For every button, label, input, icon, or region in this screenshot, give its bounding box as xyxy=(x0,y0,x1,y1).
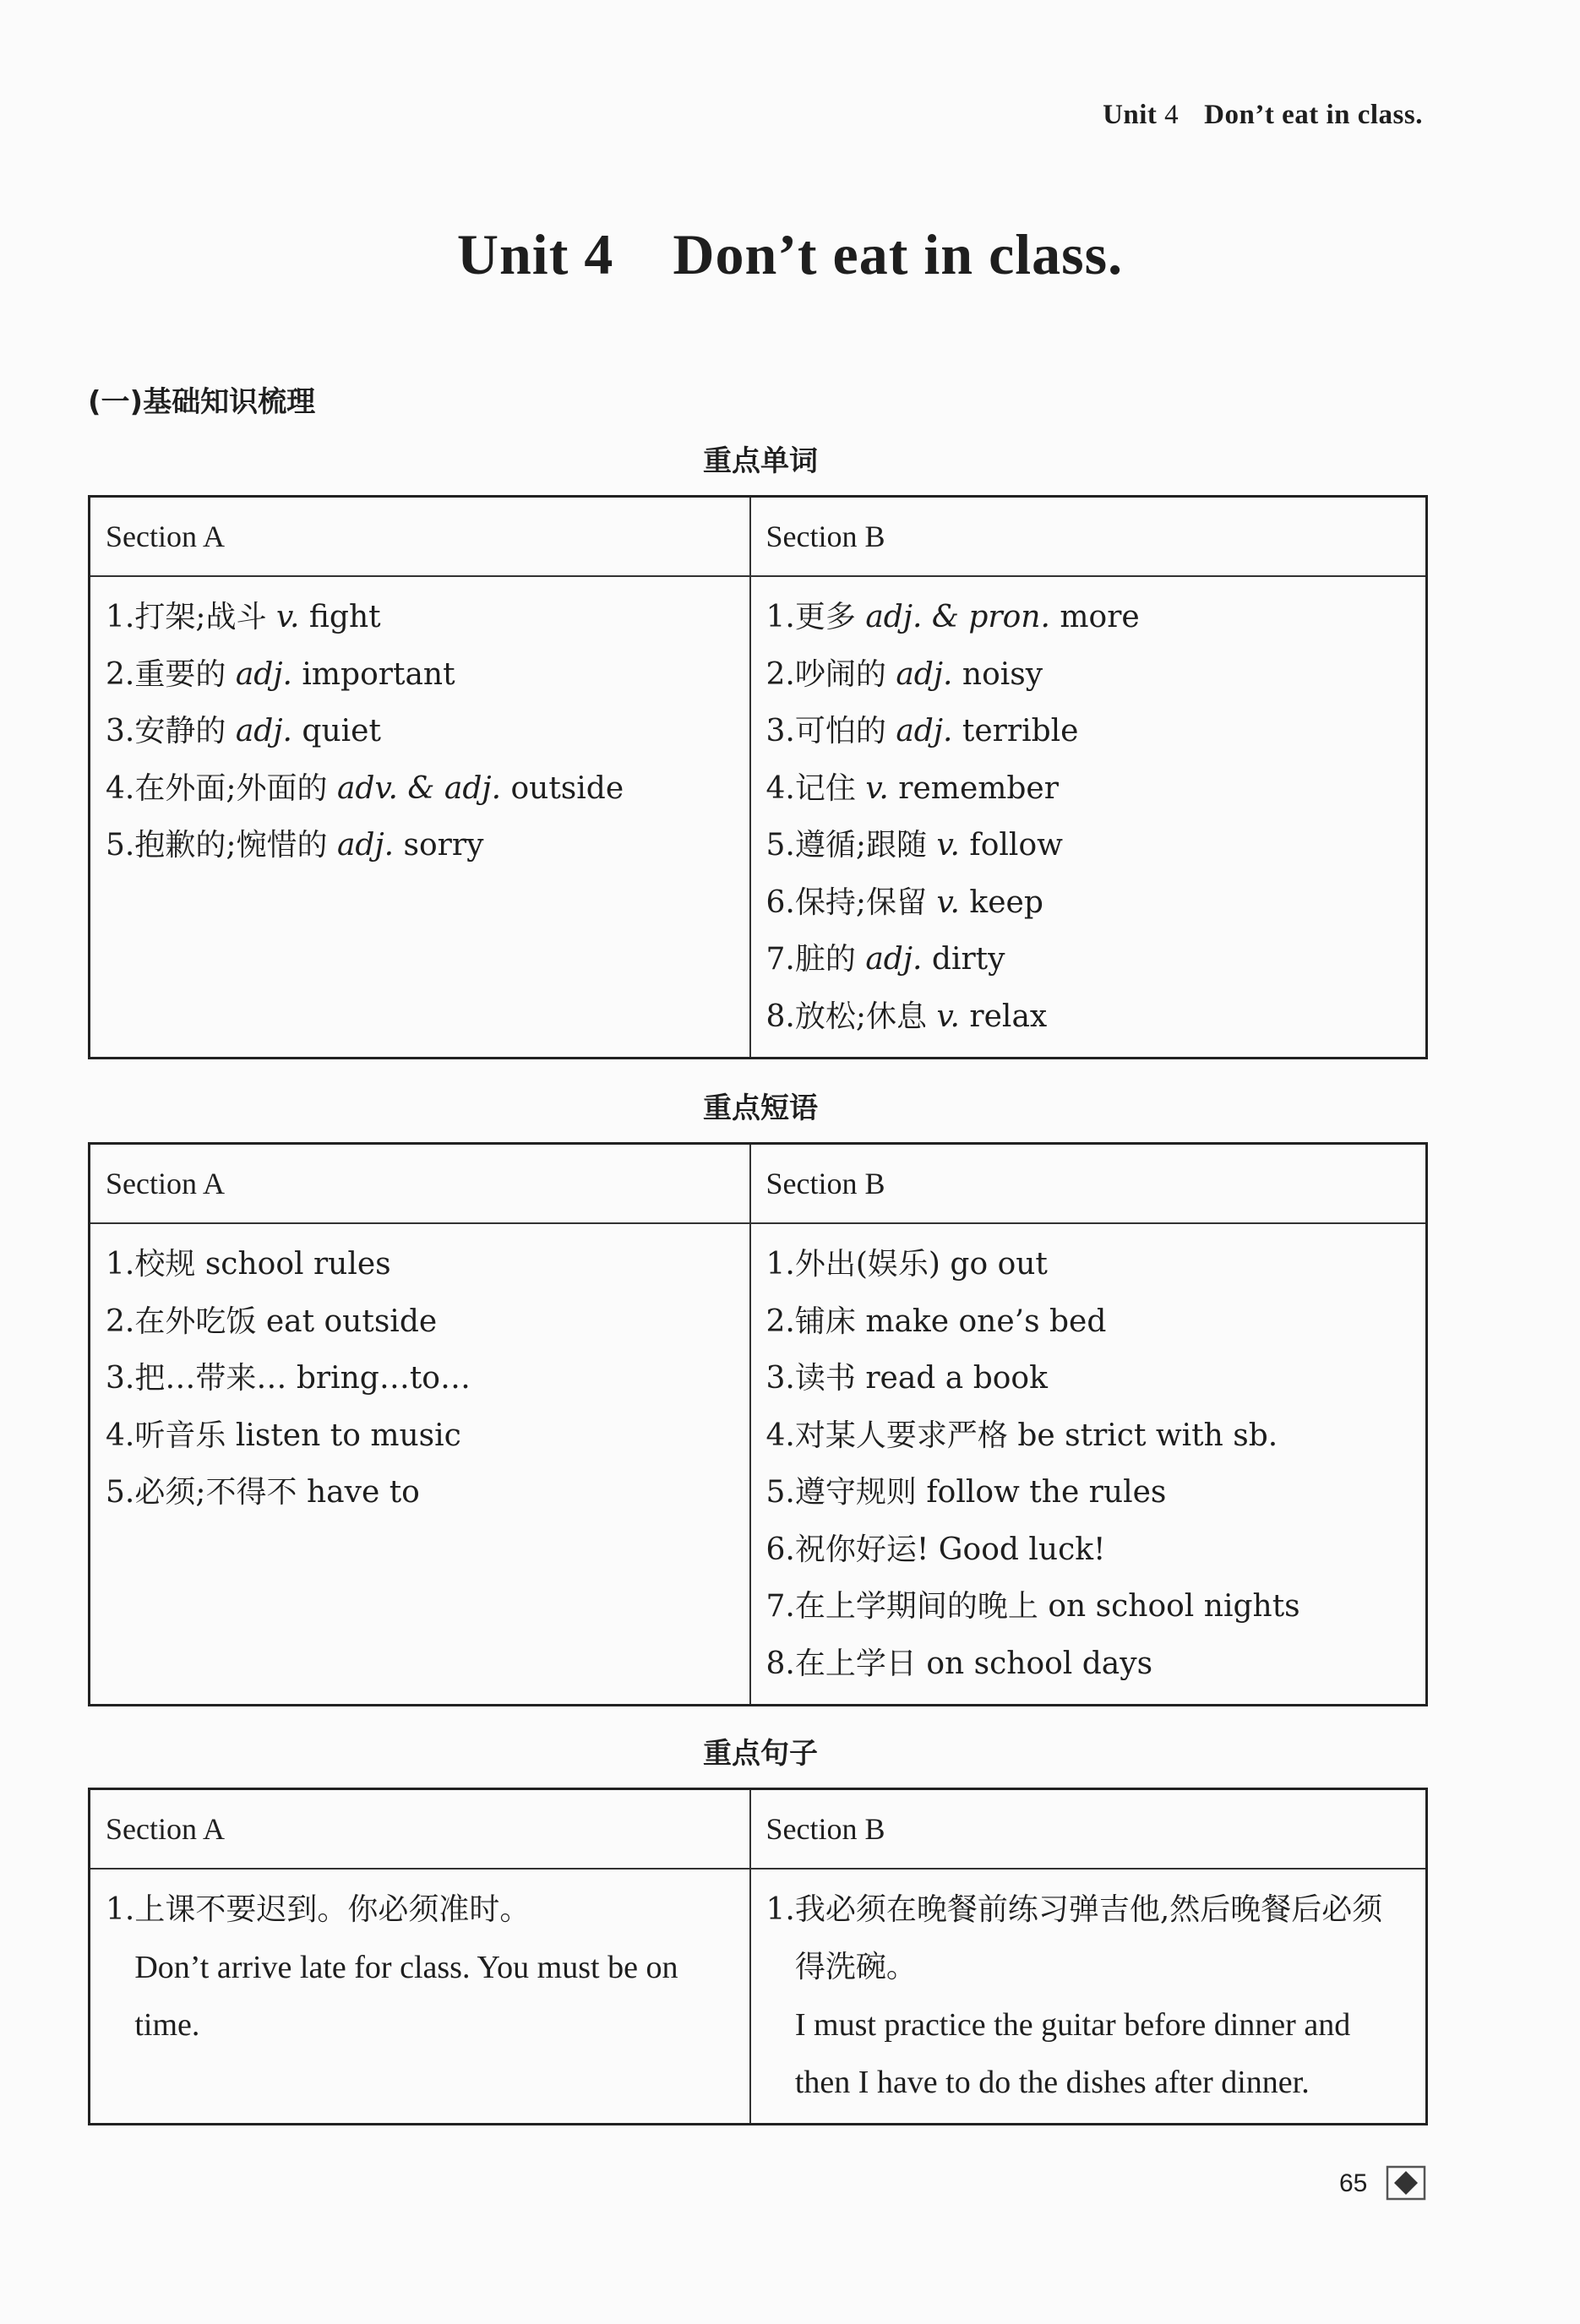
item-part-of-speech: adv. & adj. xyxy=(336,770,502,806)
item-number: 1. xyxy=(765,1247,795,1282)
item-chinese: 对某人要求严格 xyxy=(794,1418,1008,1453)
item-number: 3. xyxy=(765,1361,795,1396)
sentences-col-a-header: Section A xyxy=(90,1789,750,1870)
item-english: follow xyxy=(969,828,1063,863)
phrase-item xyxy=(766,1578,1411,1636)
page-title-unit: Unit 4 xyxy=(456,222,614,286)
vocabulary-col-a-header: Section A xyxy=(90,497,750,577)
phrase-item xyxy=(106,1293,734,1351)
item-part-of-speech: adj. xyxy=(235,714,292,748)
phrases-col-a-header: Section A xyxy=(90,1144,750,1224)
item-english: on school nights xyxy=(1048,1589,1300,1624)
vocabulary-item xyxy=(106,646,734,704)
item-number: 1. xyxy=(106,600,135,634)
item-chinese: 脏的 xyxy=(794,942,856,977)
item-english: more xyxy=(1060,600,1140,634)
vocabulary-item xyxy=(106,760,734,818)
vocabulary-item xyxy=(766,589,1411,646)
vocabulary-item xyxy=(106,817,734,874)
item-part-of-speech: adj. xyxy=(235,656,292,692)
item-number: 2. xyxy=(765,656,795,692)
vocabulary-title: 重点单词 xyxy=(703,444,818,478)
sentence-english: I must practice the guitar before dinner and then I have to do the dishes after dinner. xyxy=(794,2007,1351,2100)
phrases-col-a xyxy=(90,1223,750,1706)
sentences-col-b-header: Section B xyxy=(750,1789,1427,1870)
phrases-title: 重点短语 xyxy=(703,1091,818,1125)
item-chinese: 记住 xyxy=(794,770,856,806)
item-part-of-speech: v. xyxy=(936,884,960,920)
sentence-item xyxy=(106,1881,734,2054)
vocabulary-item xyxy=(766,703,1411,760)
phrase-item xyxy=(766,1521,1411,1579)
item-chinese: 重要的 xyxy=(134,656,226,692)
item-chinese: 外出(娱乐) xyxy=(794,1247,940,1282)
item-english: quiet xyxy=(302,714,381,748)
sentence-chinese: 我必须在晚餐前练习弹吉他,然后晚餐后必须得洗碗。 xyxy=(794,1892,1383,1984)
item-chinese: 在外吃饭 xyxy=(134,1304,257,1339)
item-number: 8. xyxy=(765,999,795,1034)
item-english: school rules xyxy=(204,1247,391,1282)
sentences-title: 重点句子 xyxy=(703,1737,818,1771)
item-chinese: 读书 xyxy=(794,1361,856,1396)
item-part-of-speech: adj. xyxy=(336,828,395,863)
item-english: be strict with sb. xyxy=(1017,1418,1278,1453)
phrase-item xyxy=(106,1350,734,1407)
sentence-body xyxy=(134,1881,733,2054)
phrase-item xyxy=(766,1464,1411,1521)
sentences-col-b xyxy=(750,1869,1427,2125)
item-number: 3. xyxy=(106,1361,135,1396)
phrase-item xyxy=(766,1350,1411,1407)
item-english: sorry xyxy=(403,828,484,863)
vocabulary-item xyxy=(106,589,734,646)
item-number: 5. xyxy=(106,1475,135,1510)
item-chinese: 校规 xyxy=(134,1247,196,1282)
phrases-header-row xyxy=(90,1144,1427,1224)
item-english: noisy xyxy=(962,656,1043,692)
sentence-chinese: 上课不要迟到。你必须准时。 xyxy=(134,1892,531,1927)
item-number: 7. xyxy=(765,942,795,977)
phrases-table xyxy=(88,1142,1428,1706)
item-part-of-speech: adj. xyxy=(865,942,923,977)
sentence-body xyxy=(795,1881,1410,2111)
vocabulary-col-b-header: Section B xyxy=(750,497,1427,577)
item-part-of-speech: adj. xyxy=(896,656,953,692)
item-english: make one’s bed xyxy=(865,1304,1107,1339)
item-chinese: 安静的 xyxy=(134,714,226,748)
item-english: important xyxy=(302,656,455,692)
item-chinese: 打架;战斗 xyxy=(134,600,267,634)
sentences-body-row xyxy=(90,1869,1427,2125)
item-english: bring…to… xyxy=(296,1361,471,1396)
phrase-item xyxy=(766,1236,1411,1293)
item-chinese: 必须;不得不 xyxy=(134,1475,297,1510)
item-number: 1. xyxy=(765,600,795,634)
item-english: keep xyxy=(969,884,1043,920)
item-english: terrible xyxy=(962,714,1079,748)
item-number: 5. xyxy=(765,828,795,863)
item-english: dirty xyxy=(931,942,1005,977)
item-number: 1. xyxy=(106,1892,135,1927)
item-english: eat outside xyxy=(265,1304,438,1339)
item-english: Good luck! xyxy=(938,1532,1106,1567)
item-number: 5. xyxy=(765,1475,795,1510)
item-number: 3. xyxy=(106,714,135,748)
vocabulary-body-row xyxy=(90,576,1427,1059)
sentences-header-row xyxy=(90,1789,1427,1870)
phrases-body-row xyxy=(90,1223,1427,1706)
vocabulary-header-row xyxy=(90,497,1427,577)
phrases-col-b-header: Section B xyxy=(750,1144,1427,1224)
item-number: 7. xyxy=(765,1589,795,1624)
sentences-table xyxy=(88,1788,1428,2125)
item-chinese: 听音乐 xyxy=(134,1418,226,1453)
item-chinese: 遵守规则 xyxy=(794,1475,917,1510)
vocabulary-item xyxy=(106,703,734,760)
item-number: 2. xyxy=(106,1304,135,1339)
item-part-of-speech: v. xyxy=(936,999,960,1034)
item-part-of-speech: v. xyxy=(865,770,889,806)
item-number: 2. xyxy=(765,1304,795,1339)
vocabulary-item xyxy=(766,988,1411,1046)
item-number: 6. xyxy=(765,1532,795,1567)
item-chinese: 在上学日 xyxy=(794,1646,917,1681)
item-english: follow the rules xyxy=(926,1475,1167,1510)
item-part-of-speech: v. xyxy=(936,828,960,863)
item-number: 4. xyxy=(106,770,135,806)
item-chinese: 遵循;跟随 xyxy=(794,828,927,863)
phrases-col-b xyxy=(750,1223,1427,1706)
item-number: 3. xyxy=(765,714,795,748)
phrase-item xyxy=(766,1293,1411,1351)
item-number: 4. xyxy=(765,1418,795,1453)
item-part-of-speech: adj. & pron. xyxy=(865,600,1050,634)
item-english: remember xyxy=(898,770,1059,806)
sentence-english: Don’t arrive late for class. You must be on time. xyxy=(134,1950,678,2043)
item-chinese: 祝你好运! xyxy=(794,1532,929,1567)
item-number: 4. xyxy=(106,1418,135,1453)
item-english: fight xyxy=(308,600,381,634)
item-number: 1. xyxy=(765,1892,795,1927)
phrase-item xyxy=(106,1407,734,1465)
item-part-of-speech: v. xyxy=(275,600,300,634)
page-number: 65 xyxy=(1339,2169,1368,2197)
vocabulary-item xyxy=(766,760,1411,818)
vocabulary-col-b xyxy=(750,576,1427,1059)
phrase-item xyxy=(106,1464,734,1521)
item-chinese: 更多 xyxy=(794,600,856,634)
running-header-title: Don’t eat in class. xyxy=(1204,100,1423,130)
item-part-of-speech: adj. xyxy=(896,714,953,748)
item-chinese: 可怕的 xyxy=(794,714,886,748)
item-english: read a book xyxy=(865,1361,1048,1396)
sentence-item xyxy=(766,1881,1411,2111)
page-title xyxy=(0,221,1580,288)
vocabulary-item xyxy=(766,874,1411,932)
item-number: 2. xyxy=(106,656,135,692)
item-chinese: 铺床 xyxy=(794,1304,856,1339)
item-number: 8. xyxy=(765,1646,795,1681)
section-heading: (一)基础知识梳理 xyxy=(88,385,316,419)
running-header-unit-number: 4 xyxy=(1164,100,1180,130)
item-english: listen to music xyxy=(235,1418,461,1453)
item-chinese: 保持;保留 xyxy=(794,884,927,920)
item-number: 6. xyxy=(765,884,795,920)
vocabulary-item xyxy=(766,931,1411,988)
vocabulary-col-a xyxy=(90,576,750,1059)
vocabulary-item xyxy=(766,817,1411,874)
item-number: 5. xyxy=(106,828,135,863)
phrase-item xyxy=(106,1236,734,1293)
item-english: have to xyxy=(306,1475,420,1510)
item-number: 4. xyxy=(765,770,795,806)
page-title-text: Don’t eat in class. xyxy=(673,222,1124,286)
phrase-item xyxy=(766,1407,1411,1465)
item-number: 1. xyxy=(106,1247,135,1282)
item-chinese: 在上学期间的晚上 xyxy=(794,1589,1038,1624)
item-chinese: 放松;休息 xyxy=(794,999,927,1034)
item-english: relax xyxy=(969,999,1048,1034)
running-header-unit: Unit xyxy=(1103,100,1158,130)
item-english: go out xyxy=(950,1247,1048,1282)
item-chinese: 在外面;外面的 xyxy=(134,770,328,806)
running-header xyxy=(1103,100,1423,131)
item-english: on school days xyxy=(926,1646,1153,1681)
phrase-item xyxy=(766,1636,1411,1693)
diamond-page-icon xyxy=(1386,2165,1426,2201)
item-english: outside xyxy=(510,770,624,806)
vocabulary-table xyxy=(88,495,1428,1059)
sentences-col-a xyxy=(90,1869,750,2125)
item-chinese: 把…带来… xyxy=(134,1361,287,1396)
vocabulary-item xyxy=(766,646,1411,704)
item-chinese: 抱歉的;惋惜的 xyxy=(134,828,328,863)
item-chinese: 吵闹的 xyxy=(794,656,886,692)
